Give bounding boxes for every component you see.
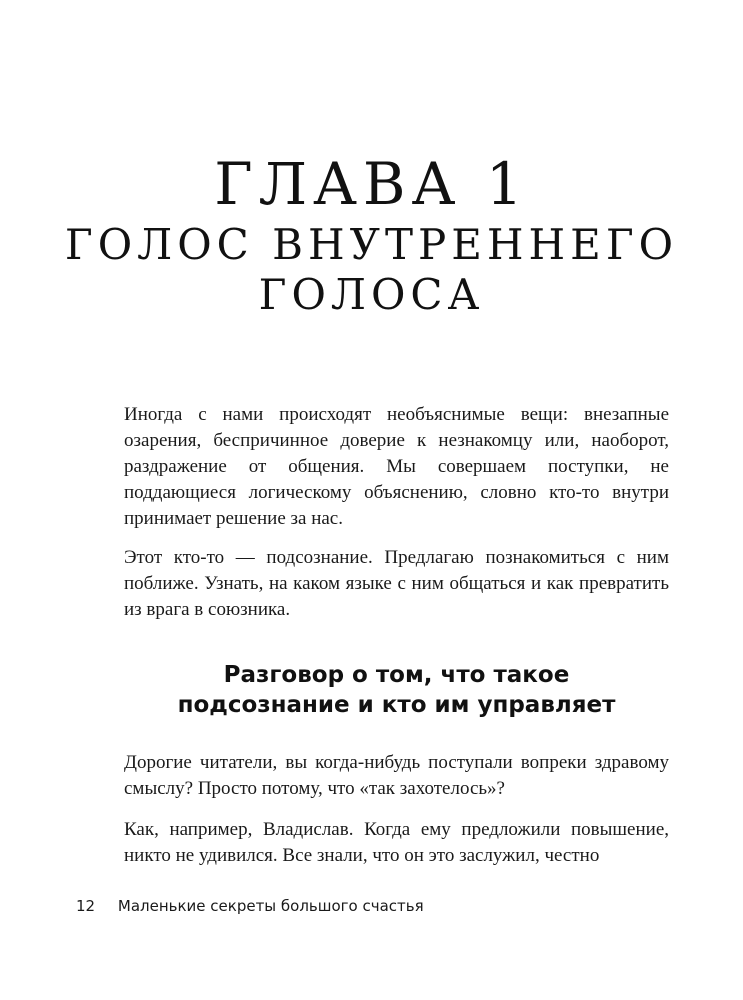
page-number: 12 (76, 897, 96, 915)
section-heading-line-2: подсознание и кто им управляет (177, 692, 616, 718)
section-paragraph-1: Дорогие читатели, вы когда-нибудь поступали вопреки здравому смыслу? Просто потому, что «так захотелось»? (124, 752, 669, 799)
page-footer (76, 897, 424, 915)
running-title: Маленькие секреты большого счастья (117, 897, 424, 915)
chapter-title-line-1: ГОЛОС ВНУТРЕННЕГО (64, 220, 679, 269)
section-heading-line-1: Разговор о том, что такое (223, 662, 570, 688)
intro-paragraph-1: Иногда с нами происходят необъяснимые вещи: внезапные озарения, беспричинное доверие к незнакомцу или, наоборот, раздражение от общения. Мы совершаем поступки, не поддающиеся логическому объяснению, словно кто-то внутри принимает решение за нас. (124, 404, 669, 529)
chapter-title-line-2: ГОЛОСА (258, 270, 485, 319)
intro-paragraph-2: Этот кто-то — подсознание. Предлагаю познакомиться с ним поближе. Узнать, на каком языке с ним общаться и как превратить из врага в союзника. (124, 547, 669, 620)
chapter-header (0, 148, 743, 320)
chapter-number: ГЛАВА 1 (214, 150, 529, 218)
section-paragraph-2: Как, например, Владислав. Когда ему предложили повышение, никто не удивился. Все знали, что он это заслужил, честно (124, 819, 669, 866)
section-heading (124, 660, 669, 720)
chapter-title (0, 220, 743, 320)
